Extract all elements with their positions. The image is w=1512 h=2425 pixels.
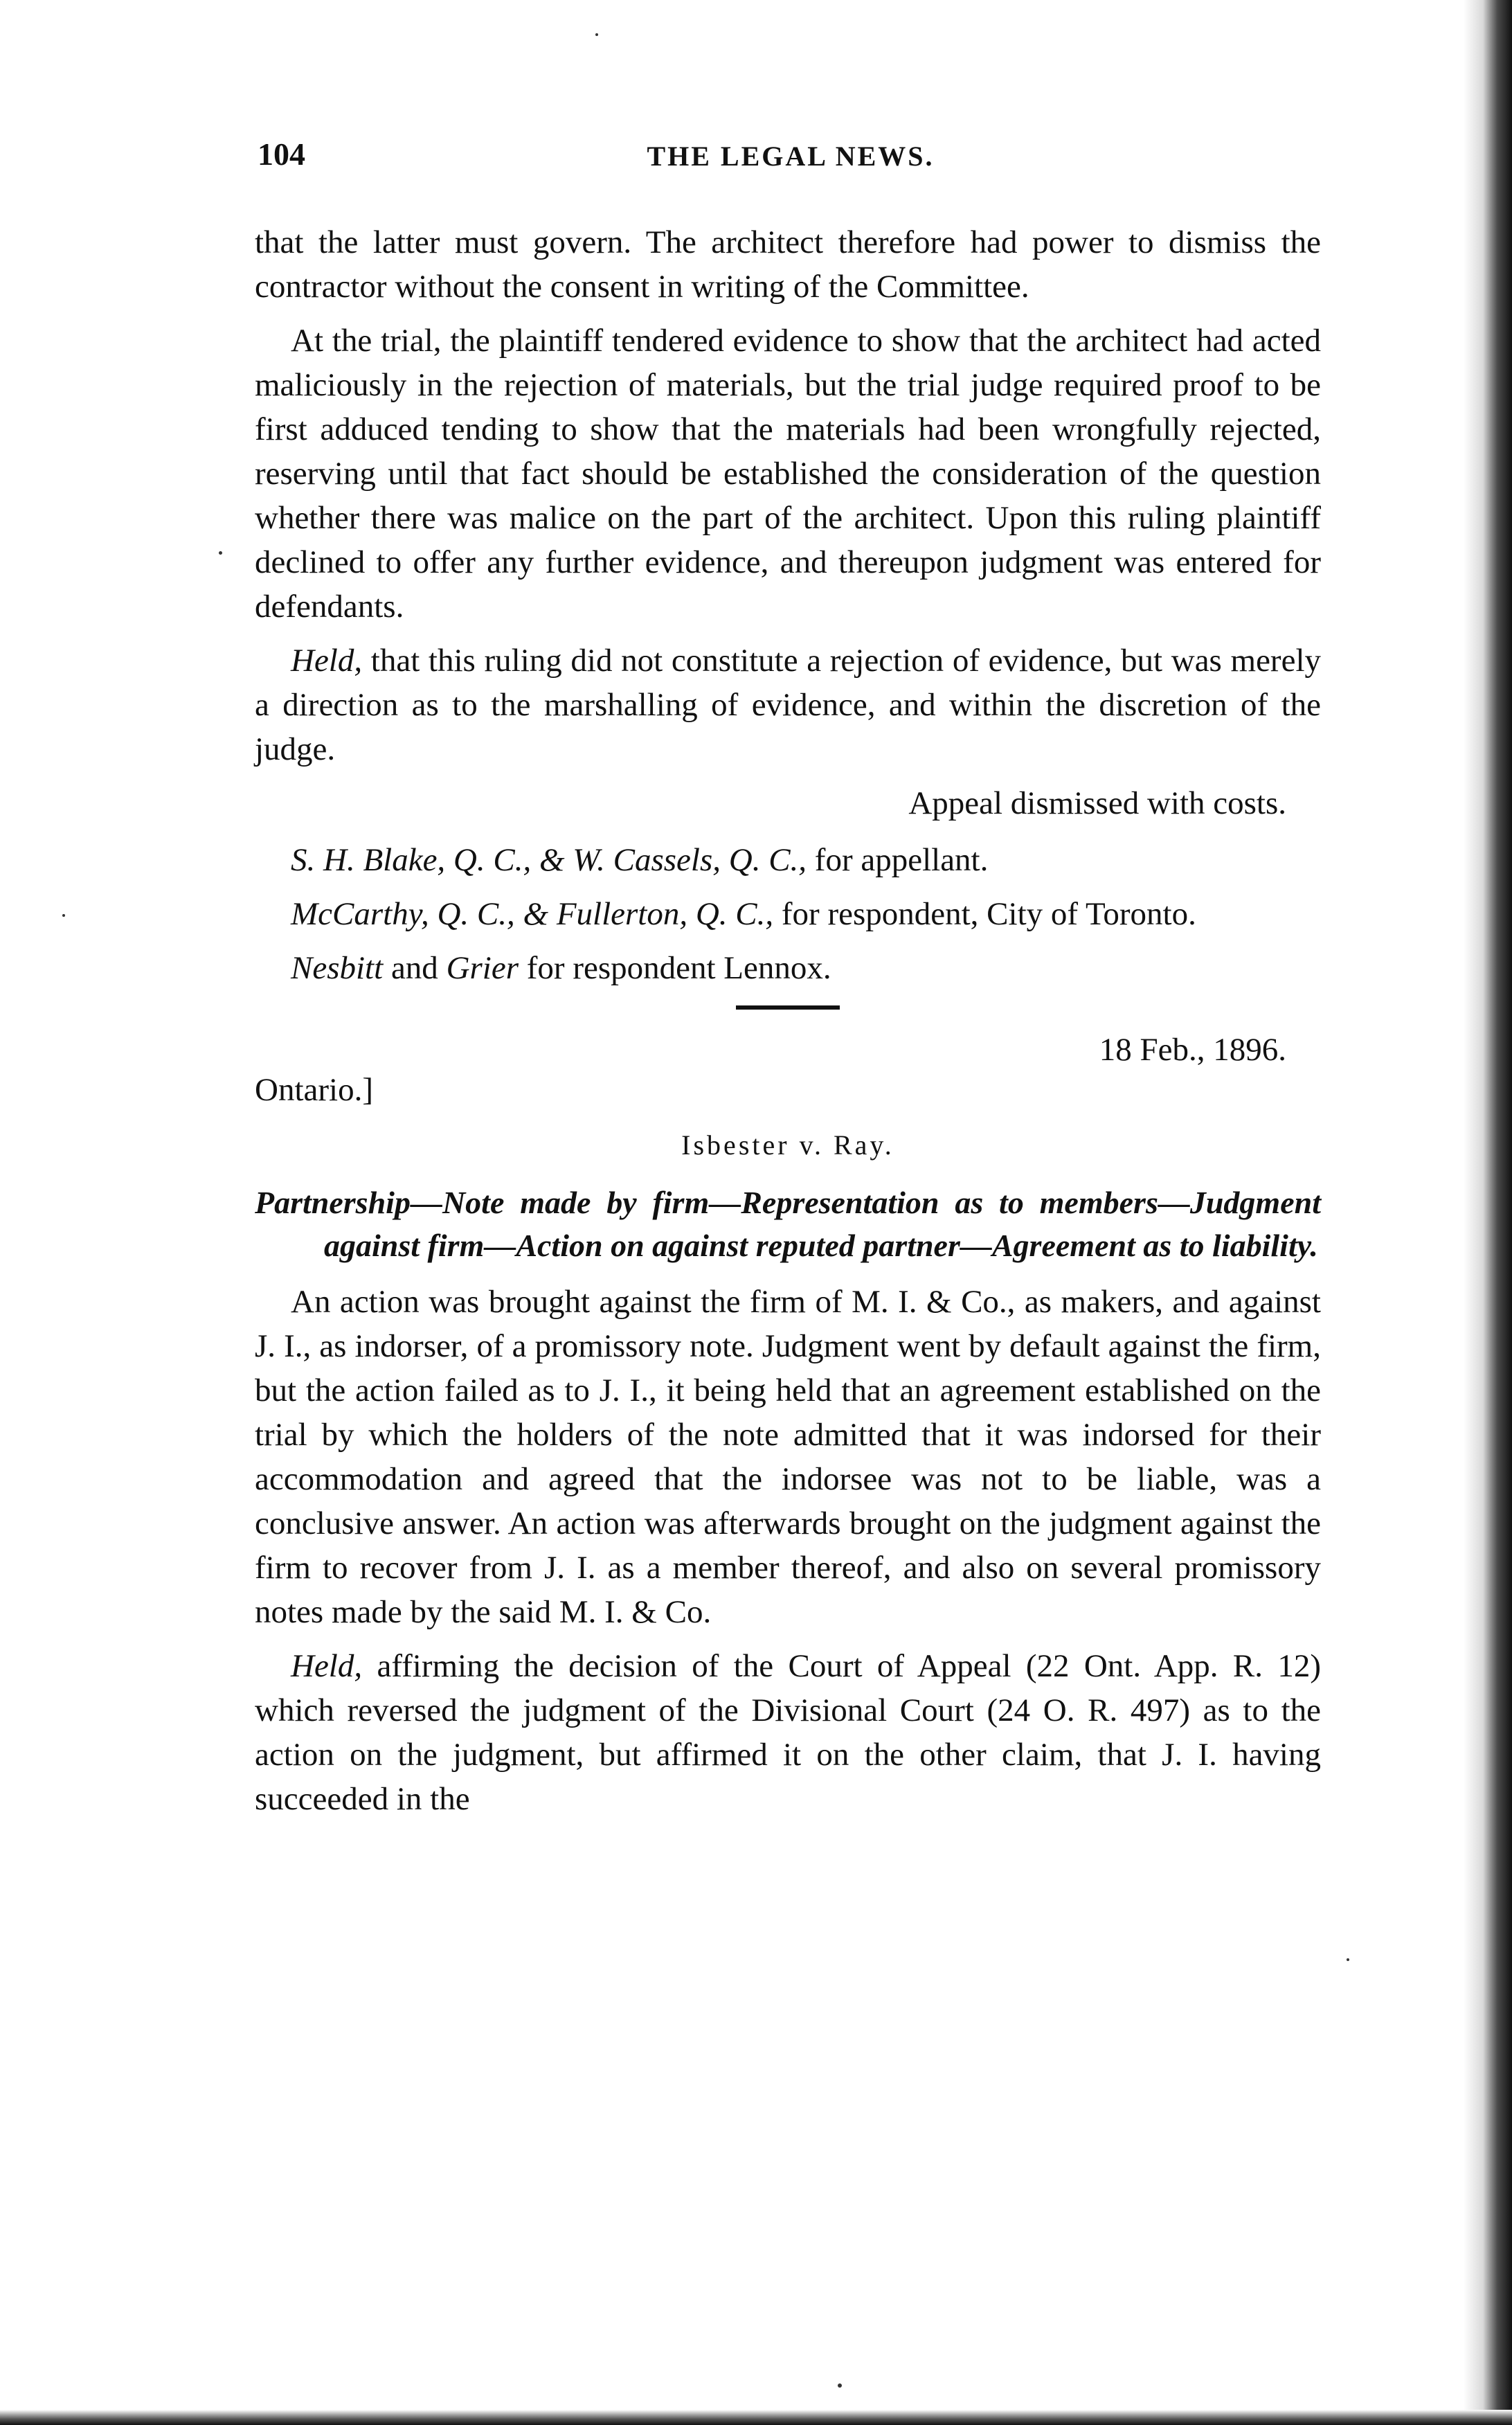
counsel-respondent-lennox xyxy=(255,946,1321,990)
counsel-respondent-lennox-role: for respondent Lennox. xyxy=(519,950,831,986)
counsel-respondent-city xyxy=(255,892,1321,936)
scan-speck xyxy=(1347,1958,1349,1961)
held-label: Held, xyxy=(291,643,363,679)
counsel-name-nesbitt: Nesbitt xyxy=(291,950,384,986)
case-court: Ontario.] xyxy=(255,1072,373,1108)
holding-text: that this ruling did not constitute a rejection of evidence, but was merely a direction as to the marshalling of evidence, and within the discretion of the judge. xyxy=(255,643,1321,767)
counsel-respondent-city-names: McCarthy, Q. C., & Fullerton, Q. C., xyxy=(291,896,774,932)
paragraph-holding xyxy=(255,638,1321,771)
case-date: 18 Feb., 1896. xyxy=(1099,1032,1286,1068)
scan-speck xyxy=(838,2383,842,2388)
page-bottom-edge xyxy=(0,2410,1512,2425)
section-divider xyxy=(736,1005,840,1010)
counsel-appellant-names: S. H. Blake, Q. C., & W. Cassels, Q. C., xyxy=(291,842,807,878)
page-edge-shadow xyxy=(1464,0,1512,2425)
case-headnote: Partnership—Note made by firm—Representation as to members—Judgment against firm—Action on against reputed partner—Agreement as to liability. xyxy=(255,1185,1321,1263)
counsel-respondent-city-role: for respondent, City of Toronto. xyxy=(773,896,1196,932)
paragraph-facts: An action was brought against the firm of M. I. & Co., as makers, and against J. I., as indorser, of a promissory note. Judgment went by default against the firm, but the action failed as to J. I., it being held that an agreement established on the trial by which the holders of the note admitted that it was indorsed for their accommodation and agreed that the indorsee was not to be liable, was a conclusive answer. An action was afterwards brought on the judgment against the firm to recover from J. I. as a member thereof, and also on several promissory notes made by the said M. I. & Co. xyxy=(255,1284,1321,1630)
case-date-row xyxy=(255,1028,1321,1118)
disposition: Appeal dismissed with costs. xyxy=(908,785,1286,821)
paragraph-held xyxy=(255,1644,1321,1821)
page-header xyxy=(258,136,1324,184)
held-label-2: Held, xyxy=(291,1648,363,1684)
counsel-and: and xyxy=(383,950,447,986)
scan-speck xyxy=(62,914,65,917)
counsel-appellant xyxy=(255,838,1321,882)
running-title: THE LEGAL NEWS. xyxy=(647,141,935,172)
paragraph-trial: At the trial, the plaintiff tendered evidence to show that the architect had acted maliciously in the rejection of materials, but the trial judge required proof to be first adduced tending to show that the materials had been wrongfully rejected, reserving until that fact should be established the consideration of the question whether there was malice on the part of the architect. Upon this ruling plaintiff declined to offer any further evidence, and thereupon judgment was entered for defendants. xyxy=(255,323,1321,625)
held-text-2: affirming the decision of the Court of Appeal (22 Ont. App. R. 12) which reversed the judgment of the Divisional Court (24 O. R. 497) as to the action on the judgment, but affirmed it on the other claim, that J. I. having succeeded in the xyxy=(255,1648,1321,1817)
counsel-name-grier: Grier xyxy=(446,950,519,986)
page-body xyxy=(255,220,1321,1831)
paragraph-continuation: that the latter must govern. The architect therefore had power to dismiss the contractor without the consent in writing of the Committee. xyxy=(255,224,1321,305)
counsel-appellant-role: for appellant. xyxy=(807,842,989,878)
case-title: Isbester v. Ray. xyxy=(681,1129,894,1161)
scan-speck xyxy=(219,551,222,555)
page-number: 104 xyxy=(258,136,305,172)
scan-speck xyxy=(595,33,598,36)
